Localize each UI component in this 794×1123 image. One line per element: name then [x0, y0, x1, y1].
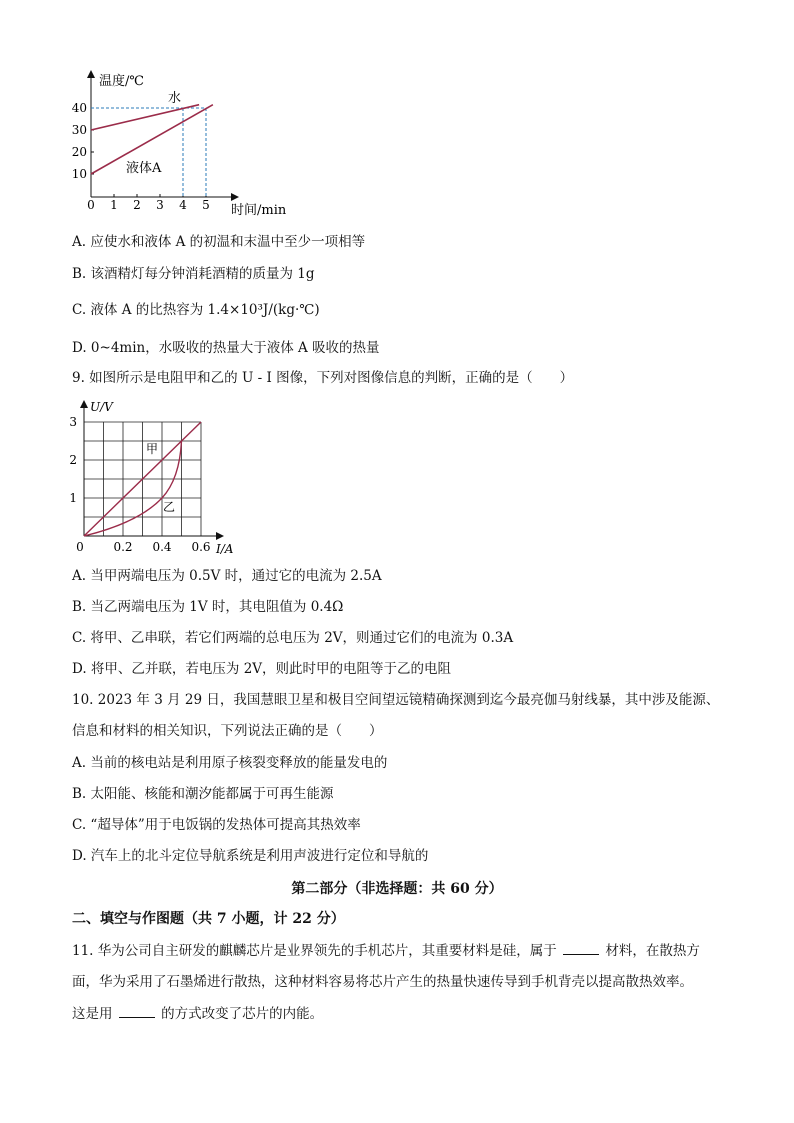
q8-option-d: D. 0~4min，水吸收的热量大于液体 A 吸收的热量	[72, 340, 380, 356]
q11-line1-text-a: 11. 华为公司自主研发的麒麟芯片是业界领先的手机芯片，其重要材料是硅，属于	[72, 943, 557, 959]
q10-option-b: B. 太阳能、核能和潮汐能都属于可再生能源	[72, 786, 334, 802]
y-tick-label: 30	[71, 123, 87, 137]
q10-option-c: C. “超导体”用于电饭锅的发热体可提高其热效率	[72, 817, 361, 833]
q11-line3	[72, 1003, 323, 1024]
x-tick-label: 0	[87, 198, 95, 212]
part2-title: 第二部分（非选择题：共 60 分）	[291, 881, 503, 897]
u-i-chart	[66, 396, 256, 558]
x-tick-label: 0.4	[152, 540, 172, 554]
x-tick-label: 0.2	[113, 540, 133, 554]
q8-option-b: B. 该酒精灯每分钟消耗酒精的质量为 1g	[72, 266, 315, 282]
q9-option-c: C. 将甲、乙串联，若它们两端的总电压为 2V，则通过它们的电流为 0.3A	[72, 630, 514, 646]
yi-label: 乙	[163, 500, 176, 514]
x-tick-label: 0.6	[191, 540, 211, 554]
x-axis-arrow	[231, 193, 239, 201]
q11-line1-text-b: 材料，在散热方	[605, 943, 700, 959]
y-tick-label: 3	[69, 415, 77, 429]
x-axis-label: 时间/min	[231, 203, 287, 216]
liquid-a-label: 液体A	[126, 161, 162, 176]
x-axis-label: I/A	[216, 542, 234, 556]
y-axis-label: 温度/℃	[99, 74, 144, 89]
y-tick-label: 1	[69, 491, 77, 505]
q11-blank-2	[119, 1003, 155, 1018]
x-tick-label: 3	[156, 198, 164, 212]
y-axis-arrow	[80, 400, 88, 408]
jia-label: 甲	[146, 442, 159, 456]
q11-line2: 面，华为采用了石墨烯进行散热，这种材料容易将芯片产生的热量快速传导到手机背壳以提高散热效率。	[72, 974, 693, 990]
q11-line3-text-b: 的方式改变了芯片的内能。	[161, 1006, 324, 1022]
water-label: 水	[168, 91, 182, 106]
y-tick-label: 20	[71, 145, 87, 159]
q9-option-a: A. 当甲两端电压为 0.5V 时，通过它的电流为 2.5A	[72, 568, 382, 584]
x-tick-label: 2	[133, 198, 141, 212]
x-axis-arrow	[216, 532, 224, 540]
q8-option-c: C. 液体 A 的比热容为 1.4×10³J/(kg·℃)	[72, 302, 320, 318]
q9-stem: 9. 如图所示是电阻甲和乙的 U - I 图像，下列对图像信息的判断，正确的是（ ）	[72, 370, 574, 386]
q11-blank-1	[563, 940, 599, 955]
q9-option-b: B. 当乙两端电压为 1V 时，其电阻值为 0.4Ω	[72, 599, 344, 615]
q10-stem-line2: 信息和材料的相关知识，下列说法正确的是（ ）	[72, 723, 383, 739]
q11-line1	[72, 940, 700, 961]
x-tick-label: 0	[76, 540, 84, 554]
y-tick-label: 2	[69, 453, 77, 467]
q10-option-d: D. 汽车上的北斗定位导航系统是利用声波进行定位和导航的	[72, 848, 429, 864]
q8-option-a: A. 应使水和液体 A 的初温和末温中至少一项相等	[72, 234, 366, 250]
y-tick-label: 40	[71, 101, 87, 115]
y-axis-arrow	[87, 70, 95, 78]
q10-stem-line1: 10. 2023 年 3 月 29 日，我国慧眼卫星和极目空间望远镜精确探测到迄今最亮伽马射线暴，其中涉及能源、	[72, 692, 720, 708]
y-tick-label: 10	[71, 167, 87, 181]
temperature-time-chart	[66, 66, 306, 216]
q11-line3-text-a: 这是用	[72, 1006, 113, 1022]
x-tick-label: 1	[110, 198, 118, 212]
q9-option-d: D. 将甲、乙并联，若电压为 2V，则此时甲的电阻等于乙的电阻	[72, 661, 452, 677]
q10-option-a: A. 当前的核电站是利用原子核裂变释放的能量发电的	[72, 755, 388, 771]
x-tick-label: 5	[202, 198, 210, 212]
x-tick-label: 4	[179, 198, 187, 212]
section2-title: 二、填空与作图题（共 7 小题，计 22 分）	[72, 911, 345, 927]
y-axis-label: U/V	[90, 400, 113, 414]
